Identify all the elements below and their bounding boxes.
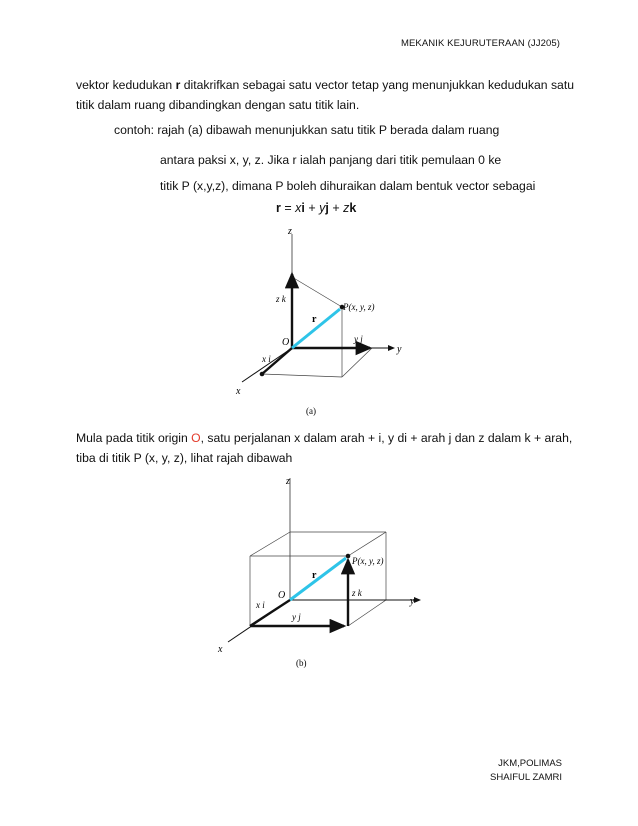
page-footer [490, 757, 562, 785]
origin-o: O [191, 431, 201, 445]
label-point-p: P(x, y, z) [343, 302, 375, 312]
caption-b: (b) [296, 658, 307, 668]
label-xi: x i [262, 354, 271, 364]
intro-paragraph [76, 75, 576, 115]
example-line-3: titik P (x,y,z), dimana P boleh dihuraikan dalam bentuk vector sebagai [160, 179, 536, 193]
label-y: y [397, 344, 402, 355]
label-yj: y j [354, 334, 363, 344]
figure-b-diagram [214, 474, 434, 674]
position-vector-formula: r = xi + yj + zk [276, 201, 357, 215]
example-line-1: contoh: rajah (a) dibawah menunjukkan satu titik P berada dalam ruang [114, 123, 500, 137]
label-origin: O [282, 337, 290, 348]
example-line-2: antara paksi x, y, z. Jika r ialah panjang dari titik pemulaan 0 ke [160, 153, 502, 167]
label-z: z [288, 226, 292, 237]
paragraph-2: Mula pada titik origin O, satu perjalanan x dalam arah + i, y di + arah j dan z dalam k + arah, tiba di titik P (x, y, z), lihat rajah dibawah [76, 431, 573, 465]
label-z: z [286, 476, 290, 487]
label-r: r [312, 570, 317, 581]
intro-text-end: ditakrifkan sebagai satu vector tetap yang menunjukkan kedudukan satu titik dalam ruang dibandingkan dengan satu titik lain. [76, 78, 574, 112]
intro-text-start: vektor kedudukan [76, 78, 176, 92]
label-y: y [410, 596, 415, 607]
footer-line-2: SHAIFUL ZAMRI [490, 772, 562, 783]
label-yj: y j [292, 612, 301, 622]
label-point-p: P(x, y, z) [352, 556, 384, 566]
r-vector [290, 558, 346, 600]
label-zk: z k [276, 294, 286, 304]
label-r: r [312, 314, 317, 325]
caption-a: (a) [306, 406, 316, 416]
intro-bold-r: r [175, 78, 181, 92]
label-origin: O [278, 590, 286, 601]
page-header: MEKANIK KEJURUTERAAN (JJ205) [400, 38, 560, 49]
label-x: x [236, 386, 241, 397]
label-zk: z k [352, 588, 362, 598]
label-xi: x i [256, 600, 265, 610]
label-x: x [218, 644, 223, 655]
footer-line-1: JKM,POLIMAS [498, 758, 562, 769]
figure-a-diagram [226, 222, 416, 422]
